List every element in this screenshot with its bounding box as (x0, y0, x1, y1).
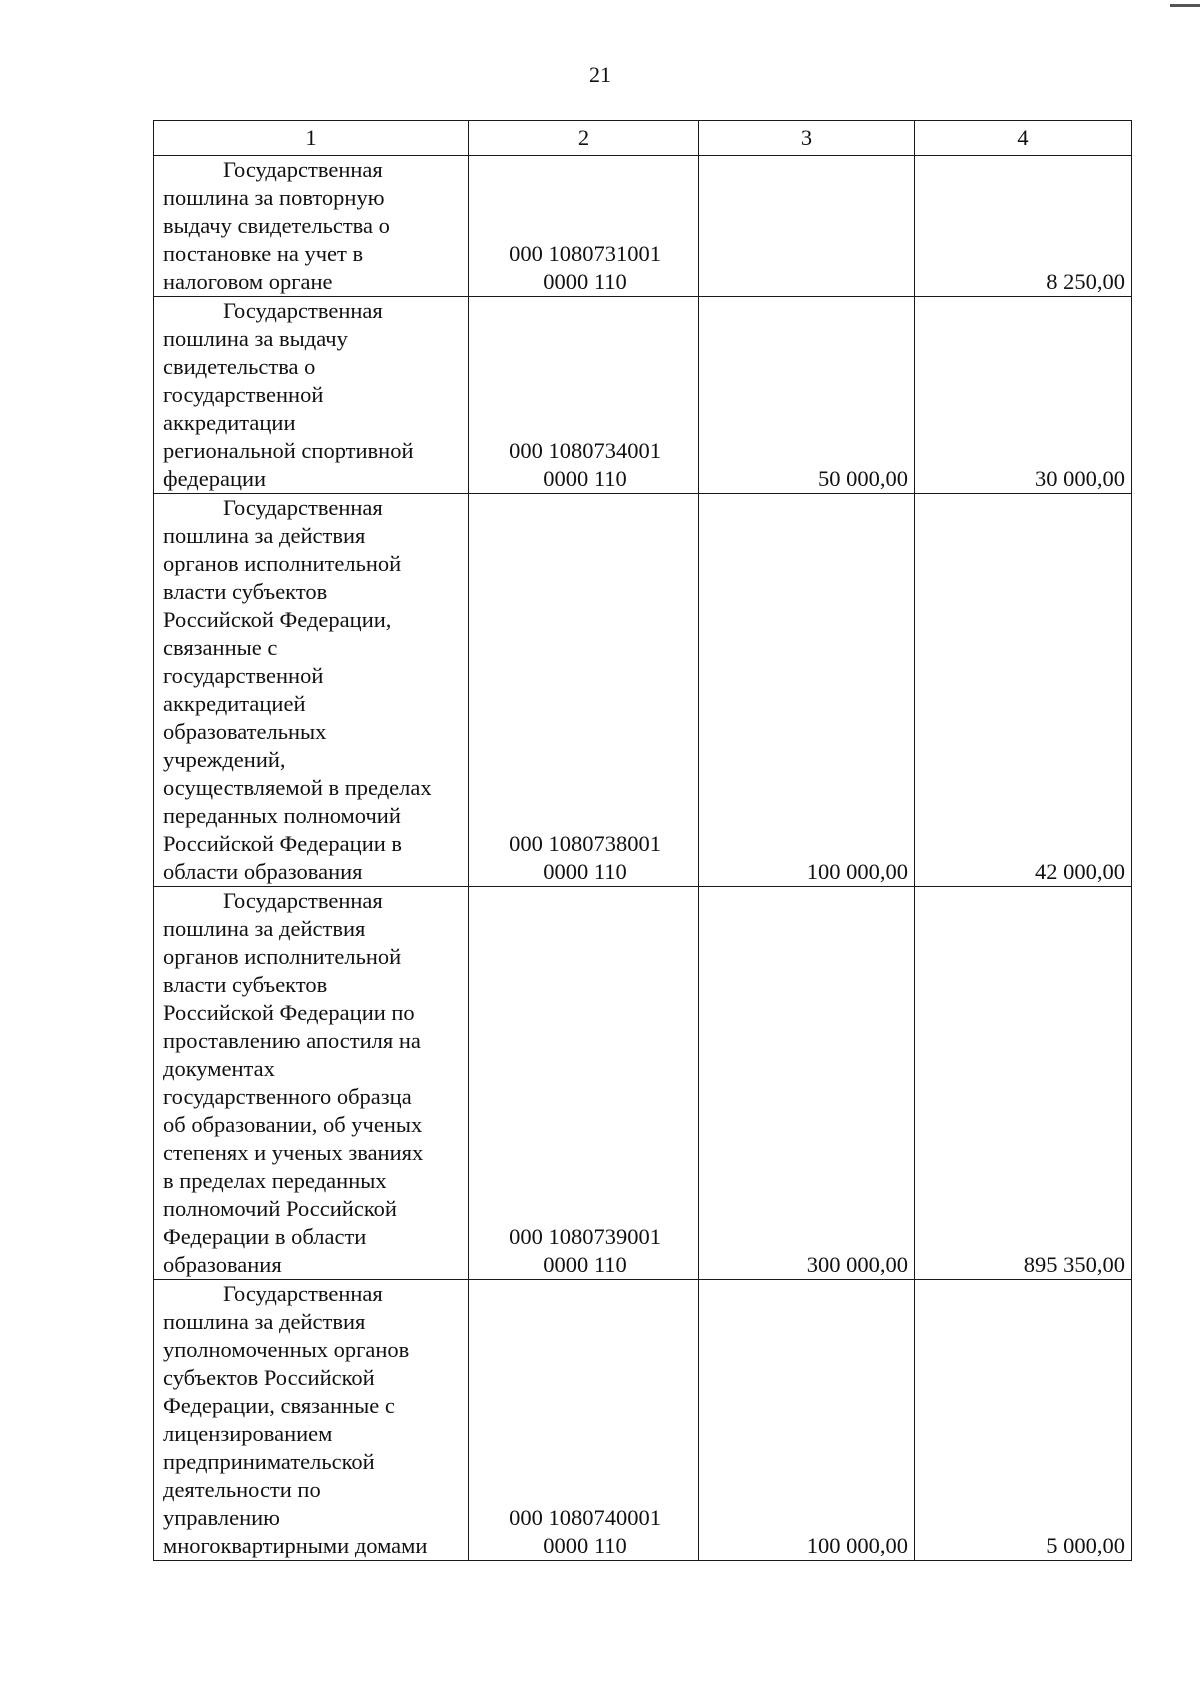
budget-code-line: 000 1080738001 (509, 831, 661, 856)
amount-column-3-cell: 100 000,00 (699, 494, 915, 887)
amount-column-4-cell: 30 000,00 (915, 297, 1132, 494)
budget-code-line: 000 1080740001 (509, 1505, 661, 1530)
fee-description-line: аккредитацией (163, 691, 306, 716)
budget-code-line: 0000 110 (543, 269, 627, 294)
revenue-table (153, 120, 1132, 1561)
fee-description-line: связанные с (163, 635, 278, 660)
fee-description-line: переданных полномочий (163, 803, 401, 828)
fee-description-line: субъектов Российской (163, 1365, 375, 1390)
fee-description-line: предпринимательской (163, 1449, 375, 1474)
amount-column-3-cell: 300 000,00 (699, 887, 915, 1280)
amount-column-4-cell: 895 350,00 (915, 887, 1132, 1280)
fee-description-cell (154, 887, 469, 1280)
amount-column-3-cell (699, 156, 915, 297)
table-row (154, 297, 1132, 494)
table-row (154, 887, 1132, 1280)
amount-column-3-cell: 50 000,00 (699, 297, 915, 494)
fee-description-line: проставлению апостиля на (163, 1028, 421, 1053)
fee-description-line: постановке на учет в (163, 241, 364, 266)
fee-description-line: федерации (163, 466, 267, 491)
fee-description-line: степенях и ученых званиях (163, 1140, 424, 1165)
fee-description-line: области образования (163, 859, 363, 884)
budget-code-line: 0000 110 (543, 1533, 627, 1558)
fee-description-line: полномочий Российской (163, 1196, 397, 1221)
fee-description-line: многоквартирными домами (163, 1533, 428, 1558)
fee-description-line: региональной спортивной (163, 438, 414, 463)
fee-description-cell (154, 297, 469, 494)
table-row (154, 494, 1132, 887)
budget-code-cell (469, 887, 699, 1280)
budget-code-cell (469, 494, 699, 887)
table-row (154, 1280, 1132, 1561)
fee-description-line: государственного образца (163, 1084, 412, 1109)
budget-code-line: 000 1080739001 (509, 1224, 661, 1249)
fee-description-line: Государственная (223, 888, 383, 913)
fee-description-cell (154, 156, 469, 297)
fee-description-line: образования (163, 1252, 282, 1277)
fee-description-line: органов исполнительной (163, 551, 402, 576)
fee-description-line: Российской Федерации по (163, 1000, 415, 1025)
fee-description-line: власти субъектов (163, 972, 328, 997)
table-header-row (154, 121, 1132, 156)
fee-description-line: осуществляемой в пределах (163, 775, 432, 800)
fee-description-line: Государственная (223, 495, 383, 520)
amount-column-4-cell: 5 000,00 (915, 1280, 1132, 1561)
fee-description-line: налоговом органе (163, 269, 333, 294)
fee-description-cell (154, 1280, 469, 1561)
fee-description-line: государственной (163, 663, 324, 688)
amount-column-4-cell: 42 000,00 (915, 494, 1132, 887)
header-cell-4: 4 (915, 121, 1132, 156)
fee-description-line: об образовании, об ученых (163, 1112, 423, 1137)
budget-code-cell (469, 297, 699, 494)
fee-description-line: в пределах переданных (163, 1168, 387, 1193)
budget-code-line: 0000 110 (543, 1252, 627, 1277)
fee-description-line: пошлина за действия (163, 523, 366, 548)
fee-description-line: деятельности по (163, 1477, 321, 1502)
fee-description-line: Государственная (223, 157, 383, 182)
fee-description-line: государственной (163, 382, 324, 407)
page-number: 21 (589, 62, 611, 87)
header-cell-2: 2 (469, 121, 699, 156)
fee-description-line: уполномоченных органов (163, 1337, 410, 1362)
scan-edge-mark (1170, 4, 1200, 7)
budget-code-cell (469, 1280, 699, 1561)
budget-code-line: 0000 110 (543, 466, 627, 491)
fee-description-line: Федерации в области (163, 1224, 367, 1249)
fee-description-line: пошлина за действия (163, 1309, 366, 1334)
fee-description-line: пошлина за повторную (163, 185, 385, 210)
budget-code-line: 000 1080731001 (509, 241, 661, 266)
fee-description-line: аккредитации (163, 410, 296, 435)
fee-description-line: учреждений, (163, 747, 286, 772)
fee-description-line: свидетельства о (163, 354, 316, 379)
fee-description-line: органов исполнительной (163, 944, 402, 969)
amount-column-3-cell: 100 000,00 (699, 1280, 915, 1561)
header-cell-3: 3 (699, 121, 915, 156)
table-row (154, 156, 1132, 297)
fee-description-line: пошлина за действия (163, 916, 366, 941)
header-cell-1: 1 (154, 121, 469, 156)
fee-description-line: образовательных (163, 719, 327, 744)
amount-column-4-cell: 8 250,00 (915, 156, 1132, 297)
budget-code-cell (469, 156, 699, 297)
budget-code-line: 000 1080734001 (509, 438, 661, 463)
fee-description-line: Государственная (223, 298, 383, 323)
budget-code-line: 0000 110 (543, 859, 627, 884)
fee-description-line: Государственная (223, 1281, 383, 1306)
fee-description-line: управлению (163, 1505, 280, 1530)
fee-description-line: лицензированием (163, 1421, 333, 1446)
fee-description-line: Федерации, связанные с (163, 1393, 395, 1418)
fee-description-line: выдачу свидетельства о (163, 213, 390, 238)
table-body (154, 156, 1132, 1561)
fee-description-line: Российской Федерации, (163, 607, 392, 632)
fee-description-cell (154, 494, 469, 887)
fee-description-line: документах (163, 1056, 275, 1081)
fee-description-line: власти субъектов (163, 579, 328, 604)
fee-description-line: Российской Федерации в (163, 831, 403, 856)
fee-description-line: пошлина за выдачу (163, 326, 348, 351)
